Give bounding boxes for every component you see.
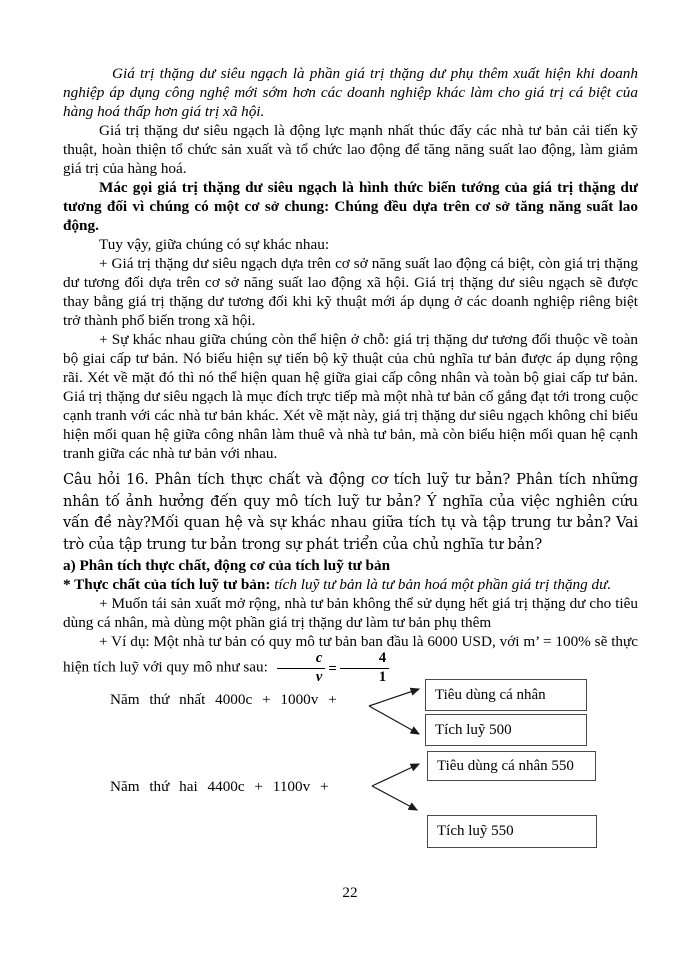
fraction-denominator-v: v (315, 668, 323, 685)
year2-accumulation-label: Tích luỹ 550 (437, 823, 514, 840)
accumulation-diagram (63, 679, 638, 857)
year2-formula: Năm thứ hai 4400c + 1100v + (110, 778, 329, 796)
document-body (63, 64, 638, 857)
fraction-equals-sign: = (328, 659, 337, 677)
fork-arrows-lines (369, 689, 419, 810)
essence-definition: tích luỹ tư bản là tư bản hoá một phần giá trị thặng dư. (270, 576, 612, 593)
paragraph-difference-basis: + Giá trị thặng dư siêu ngạch dựa trên cơ sở năng suất lao động cá biệt, còn giá trị thặng dư tương đối dựa trên cơ sở năng suất lao động xã hội. Giá trị thặng dư siêu ngạch sẽ được thay bằng giá trị thặng dư tương đối khi kỹ thuật mới áp dụng ở các doanh nghiệp riêng biệt trở thành phổ biến trong xã hội. (63, 255, 638, 329)
paragraph-surplus-definition: Giá trị thặng dư siêu ngạch là phần giá trị thặng dư phụ thêm xuất hiện khi doanh nghiệp áp dụng công nghệ mới sớm hơn các doanh nghiệp khác làm cho giá trị cá biệt của hàng hoá thấp hơn giá trị xã hội. (63, 65, 638, 120)
paragraph-driving-force: Giá trị thặng dư siêu ngạch là động lực mạnh nhất thúc đẩy các nhà tư bản cải tiến kỹ thuật, hoàn thiện tổ chức sản xuất và tổ chức lao động để tăng năng suất lao động, làm giảm giá trị của hàng hoá. (63, 122, 638, 177)
year1-consumption-box (425, 679, 587, 711)
year1-consumption-label: Tiêu dùng cá nhân (435, 686, 546, 703)
year1-accumulation-box (425, 714, 587, 746)
heading-section-a: a) Phân tích thực chất, động cơ của tích luỹ tư bản (63, 557, 391, 574)
capital-composition-formula (274, 650, 392, 685)
fraction-numerator-4: 4 (340, 651, 389, 669)
year1-accumulation-label: Tích luỹ 500 (435, 721, 512, 738)
paragraph-essence (63, 575, 638, 594)
example-intro: + Ví dụ: Một nhà tư bản có quy mô tư bản ban đầu là 6000 USD, với m’ = 100% sẽ thực hiện tích luỹ với quy mô như sau: (63, 633, 638, 676)
paragraph-expanded-reproduction: + Muốn tái sản xuất mở rộng, nhà tư bản không thể sử dụng hết giá trị thặng dư cho tiêu dùng cá nhân, mà dùng một phần giá trị thặng dư làm tư bản phụ thêm (63, 595, 638, 631)
question-16: Câu hỏi 16. Phân tích thực chất và động cơ tích luỹ tư bản? Phân tích những nhân tố ảnh hưởng đến quy mô tích luỹ tư bản? Ý nghĩa của việc nghiên cứu vấn đề này?Mối quan hệ và sự khác nhau giữa tích tụ và tập trung tư bản? Vai trò của tập trung tư bản trong sự phát triển của chủ nghĩa tư bản? (63, 471, 638, 553)
paragraph-marx-variant: Mác gọi giá trị thặng dư siêu ngạch là hình thức biến tướng của giá trị thặng dư tương đối vì chúng có một cơ sở chung: Chúng đều dựa trên cơ sở tăng năng suất lao động. (63, 179, 638, 234)
year1-formula: Năm thứ nhất 4000c + 1000v + (110, 691, 337, 709)
year2-consumption-label: Tiêu dùng cá nhân 550 (437, 757, 574, 774)
paragraph-difference-relations: + Sự khác nhau giữa chúng còn thể hiện ở chỗ: giá trị thặng dư tương đối thuộc về toàn bộ giai cấp tư bản. Nó biểu hiện sự tiến bộ kỹ thuật của chủ nghĩa tư bản được áp dụng rộng rãi. Xét về mặt đó thì nó thể hiện quan hệ giữa giai cấp công nhân và toàn bộ giai cấp tư bản. Giá trị thặng dư siêu ngạch là mục đích trực tiếp mà một nhà tư bản cố gắng đạt tới trong cuộc cạnh tranh với các nhà tư bản khác. Xét về mặt này, giá trị thặng dư siêu ngạch không chỉ biểu hiện mối quan hệ giữa công nhân làm thuê và nhà tư bản, mà còn biểu hiện mối quan hệ cạnh tranh giữa các nhà tư bản với nhau. (63, 331, 638, 462)
year2-accumulation-box (427, 815, 597, 848)
fraction-denominator-1: 1 (378, 668, 387, 685)
fraction-numerator-c: c (277, 651, 325, 669)
essence-label: * Thực chất của tích luỹ tư bản: (63, 576, 271, 593)
year2-consumption-box (427, 751, 596, 781)
page-number: 22 (342, 884, 358, 901)
paragraph-example (63, 632, 638, 685)
paragraph-difference-intro: Tuy vậy, giữa chúng có sự khác nhau: (99, 236, 330, 253)
